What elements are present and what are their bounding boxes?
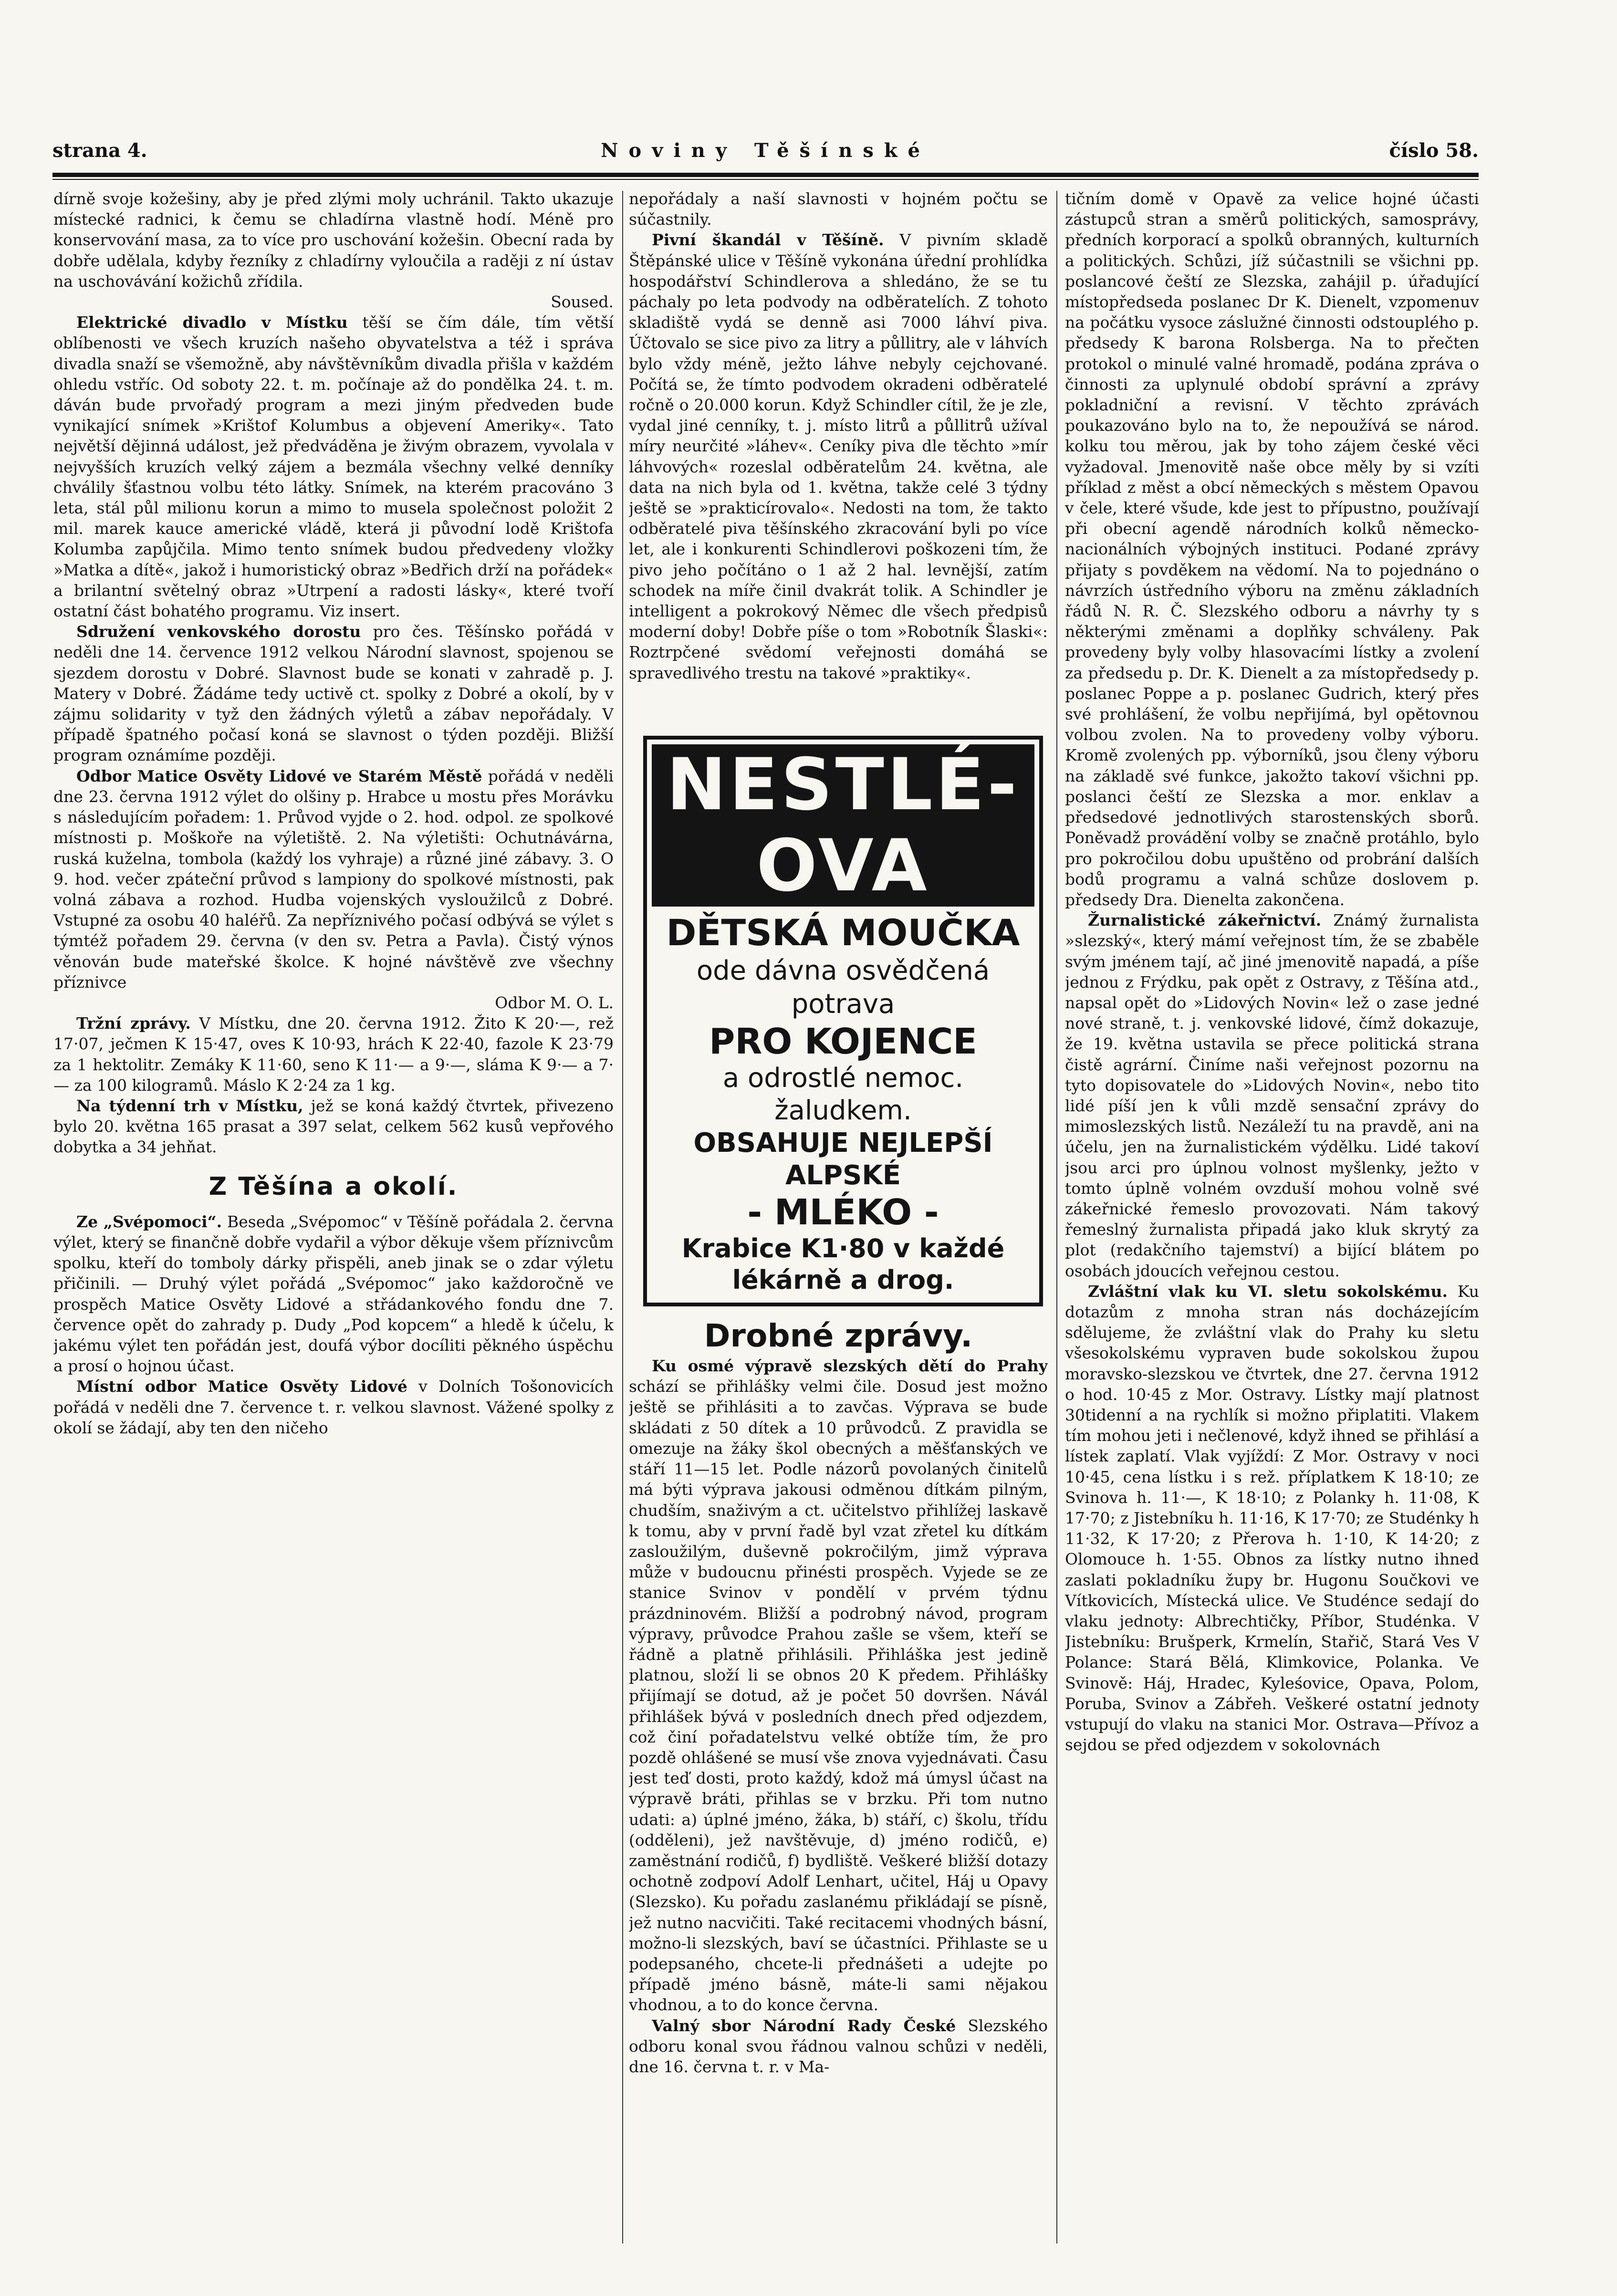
ad-brand: NESTLÉ-OVA	[652, 744, 1034, 907]
article-heading: Zvláštní vlak ku VI. sletu sokolskému.	[1088, 1282, 1448, 1301]
article-heading: Valný sbor Národní Rady České	[652, 2016, 956, 2035]
article	[629, 2015, 1048, 2077]
section-title: Z Těšína a okolí.	[209, 1172, 459, 1201]
issue-number: číslo 58.	[1389, 139, 1479, 162]
column-1	[53, 188, 614, 2235]
article-text: Slezského odboru konal svou řádnou valnou schůzi v neděli, dne 16. června t. r. v Ma-	[629, 2016, 1048, 2076]
header-rule	[52, 173, 1479, 177]
column-2	[629, 188, 1048, 2235]
article-heading: Ku osmé výpravě slezských dětí do Prahy	[652, 1357, 1048, 1376]
article-text: schází se přihlášky velmi čile. Dosud jest možno ještě se přihlásiti a to zavčas. Výprava se bude skládati z 50 dítek a 10 průvodců. Z pravidla se omezuje na žáky škol obecných a měšťanských ve stáří 11—15 let. Podle názorů povolaných činitelů má býti výprava jakousi odměnou dítkám pilným, chudším, snaživým a ct. učitelstvo přihlížej laskavě k tomu, aby v první řadě byl vzat zřetel ku dítkám zasloužilým, duševně pokročilým, jimž výprava může v budoucnu přinésti prospěch. Vyjede se ze stanice Svinov v pondělí v prvém týdnu prázdninovém. Bližší a podrobný návod, program výpravy, průvodce Prahou zašle se všem, kteří se řádně a platně přihlásili. Přihláška jest jedině platnou, složí li se obnos 20 K předem. Přihlášky přijímají se dotud, až je počet 50 dovršen. Návál přihlášek bývá v posledních dnech před odjezdem, což činí pořadatelstvu velké obtíže tím, že pro pozdě ohlášené se musí vše znova vyjednávati. Času jest teď dosti, proto každý, kdož má úmysl účast na výpravě bráti, přihlas se v brzku. Při tom nutno udati: a) úplné jméno, žáka, b) stáří, c) školu, třídu (odděleni), jež navštěvuje, d) jméno rodičů, e) zaměstnání rodičů, f) bydliště. Veškeré bližší dotazy ochotně zodpoví Adolf Lenhart, učitel, Háj u Opavy (Slezsko). Ku pořadu zaslanému přikládají se písně, jež nutno nacvičiti. Také recitacemi vhodných básní, možno-li slezských, baví se účastníci. Přihlaste se u podepsaného, chcete-li přednášeti a udejte po případě jméno básně, máte-li sami nějakou vhodnou, a to do konce června.	[629, 1377, 1048, 2014]
column-divider	[622, 191, 623, 2244]
column-3	[1065, 188, 1479, 2235]
article-text: V pivním skladě Štěpánské ulice v Těšíně vykonána úřední prohlídka hospodářství Schindlerova a shledáno, že se tu páchaly po leta podvody na odběratelích. Z tohoto skladiště vydá se denně asi 7000 láhví piva. Účtovalo se sice pivo za litry a půllitry, ale v láhvích bylo vždy méně, ježto láhve nebyly cejchované. Počítá se, že tímto podvodem okradeni odběratelé ročně o 20.000 korun. Když Schindler cítil, že je zle, vydal jiné cenníky, t. j. místo litrů a půllitrů užíval míry neurčité »láhev«. Ceníky piva dle těchto »mír láhvových« rozeslal odběratelům 24. května, ale data na nich byla od 1. května, takže celé 3 týdny ještě se »prakticírovalo«. Nedosti na tom, že takto odběratelé piva těšínského zkracování byli po více let, ale i konkurenti Schindlerovi poškozeni tím, že pivo jeho počítáno o 1 až 2 hal. levnější, zatím schodek na míře činil dvakrát tolik. A Schindler je intelligent a pokrokový Němec dle všech předpisů moderní doby! Dobře píše o tom »Robotník Šlaski«: Roztrpčené svědomí veřejnosti domáhá se spravedlivého trestu na takové »praktiky«.	[629, 230, 1048, 682]
article-heading: Odbor Matice Osvěty Lidové ve Starém Městě	[76, 766, 482, 785]
article-heading: Na týdenní trh v Místku,	[76, 1096, 303, 1115]
article	[53, 1211, 614, 1377]
header-rule-thin	[52, 179, 1479, 180]
article-text: Ku dotazům z mnoha stran nás docházejícím sdělujeme, že zvláštní vlak do Prahy ku sletu všesokolskému vypraven bude sokolskou župou moravsko-slezskou ve čtvrtek, dne 27. června 1912 o hod. 10·45 z Mor. Ostravy. Lístky mají platnost 30tidenní a na rychlík si možno připlatiti. Vlakem tím mohou jeti i nečlenové, když ihned se přihlásí a lístek zaplatí. Vlak vyjíždí: Z Mor. Ostravy v noci 10·45, cena lístku i s rež. příplatkem K 18·10; ze Svinova h. 11·—, K 18·10; z Polanky h. 11·08, K 17·70; z Jistebníku h. 11·16, K 17·70; ze Studénky h 11·32, K 17·20; z Přerova h. 1·10, K 14·20; z Olomouce h. 1·55. Obnos za lístky nutno ihned zaslati pokladníku župy br. Hugonu Součkovi ve Vítkovicích, Místecká ulice. Ve Studénce sedají do vlaku jednoty: Albrechtičky, Příbor, Studénka. V Jistebníku: Brušperk, Krmelín, Stařič, Stará Ves V Polance: Stará Bělá, Klimkovice, Polanka. Ve Svinově: Háj, Hradec, Kyleśovice, Opava, Polom, Poruba, Svinov a Zábřeh. Veškeré ostatní jednoty vstupují do vlaku na stanici Mor. Ostrava—Přívoz a sejdou se před odjezdem v sokolovnách	[1065, 1282, 1479, 1754]
article-text: Beseda „Svépomoc“ v Těšíně pořádala 2. června výlet, který se finančně dobře vydařil a výbor děkuje všem příznivcům spolku, kteří do tomboly dárky přispěli, aneb jinak se o zdar výletu přičinili. — Druhý výlet pořádá „Svépomoc“ jako každoročně ve prospěch Matice Osvěty Lidové a střádankového fondu dne 7. července opět do zahrady p. Dudy „Pod kopcem“ a hledě k účelu, k jakému výlet ten pořádán jest, doufá výbor docíliti pěkného úspěchu a prosí o hojnou účast.	[53, 1212, 614, 1376]
article-heading: Pivní škandál v Těšíně.	[652, 230, 884, 250]
article-signature: Odbor M. O. L.	[495, 993, 614, 1012]
article-text: Známý žurnalista »slezský«, který mámí veřejnost tím, že se zbaběle svým jménem tají, ač jiné jmenovitě napadá, a píše jednou z Frýdku, pak opět z Ostravy, z Těšína atd., napsal opět do »Lidových Novin« lež o zase jedné nové straně, t. j. venkovské lidové, čímž dokazuje, že 19. května ustavila se přece politická strana čistě agrární. Činíme naši veřejnost pozornu na tyto dopisovatele do »Lidových Novin«, nebo tito lidé píší jen k vůli mzdě sensační zprávy do mimoslezských listů. Nezáleží tu na pravdě, ani na účelu, jen na žurnalistickém výdělku. Lidé takoví jsou arci pro úplnou volnost myšlenky, ježto v tomto úplně volném ovzduší mohou volně své zákeřnické řemeslo provozovati. Nám takový řemeslný žurnalista připadá jako kluk skrytý za plot (redakčního tajemství) a bijící blátem po osobách jdoucích veřejnou cestou.	[1065, 911, 1479, 1280]
article	[629, 1356, 1048, 2015]
article	[1065, 1281, 1479, 1755]
article-heading: Tržní zprávy.	[76, 1014, 191, 1033]
section-title: Drobné zprávy.	[704, 1317, 973, 1354]
article	[629, 230, 1048, 683]
article-text: dírně svoje kožešiny, aby je před zlými moly uchránil. Takto ukazuje místecké radnici, k čemu se chladírna vlastně hodí. Méně pro konservování masa, za to více pro uschování kožešin. Obecní rada by dobře udělala, kdyby řezníky z chladírny vyloučila a raději z ní ústav na uschovávání kožichů zřídila.	[53, 189, 614, 291]
article	[53, 1096, 614, 1158]
article-heading: Ze „Svépomoci“.	[76, 1212, 222, 1231]
newspaper-title: Noviny Těšínské	[600, 139, 931, 162]
article-text: tičním domě v Opavě za velice hojné účasti zástupců stran a směrů politických, samosprávy, předních korporací a spolků obranných, kulturních a politických. Schůzi, jíž súčastnili se všichni pp. poslancové čeští ze Slezska, zahájil p. úřadující místopředseda poslanec Dr K. Dienelt, vzpomenuv na počátku vysoce záslužné činnosti odstouplého p. předsedy K barona Rolsberga. Na to přečten protokol o minulé valné hromadě, podána zpráva o činnosti za uplynulé období správní a zprávy pokladniční a revisní. V těchto zprávách poukazováno bylo na to, že nepoužívá se národ. kolku tou měrou, jak by toho zájem české věci vyžadoval. Jmenovitě naše obce měly by si vzíti příklad z měst a obcí německých s městem Opavou v čele, které všude, kde jest to přípustno, používají při obecní agendě národních kolků německo-nacionálních výbojných instituci. Podané zprávy přijaty s povděkem na vědomí. Na to pojednáno o návrzích ústředního výboru na změnu základních řádů N. R. Č. Slezského odboru a návrhy ty s některými změnami a doplňky schváleny. Pak provedeny byly volby hlasovacími lístky a zvolení za předsedu p. Dr. K. Dienelt a za místopředsedy p. poslanec Poppe a p. poslanec Gudrich, který přes své prohlášení, že volbu nepřijímá, byl opětovnou volbou zvolen. Na to provedeny volby výboru. Kromě zvolených pp. výborníků, jsou členy výboru na základě své funkce, jakožto takoví všichni pp. poslanci čeští ze Slezska a mor. enklav a předsedové jednotlivých starostenských sborů. Poněvadž provádění volby se značně protáhlo, bylo pro pokročilou dobu upuštěno od probrání dalších bodů programu a valná schůze doslovem p. předsedy Dra. Dienelta zakončena.	[1065, 189, 1479, 909]
article-text: nepořádaly a naší slavnosti v hojném počtu se súčastnily.	[629, 189, 1048, 229]
ad-line: PRO KOJENCE	[709, 1021, 977, 1062]
page-number: strana 4.	[52, 139, 147, 162]
article-heading: Místní odbor Matice Osvěty Lidové	[76, 1377, 407, 1396]
article	[53, 621, 614, 765]
article-heading: Žurnalistické zákeřnictví.	[1088, 911, 1322, 930]
article	[53, 312, 614, 621]
article-signature: Soused.	[551, 292, 614, 312]
article-text: v Dolních Tošonovicích pořádá v neděli dne 7. července t. r. velkou slavnost. Vážené spolky z okolí se žádají, aby ten den ničeho	[53, 1377, 614, 1437]
article-heading: Elektrické divadlo v Místku	[76, 313, 348, 332]
article-text: pořádá v neděli dne 23. června 1912 výlet do olšiny p. Hrabce u mostu přes Morávku s následujícím pořadem: 1. Průvod vyjde o 2. hod. odpol. ze spolkové místnosti p. Moškoře na výletiště. 2. Na výletišti: Ochutnávárna, ruská kuželna, tombola (každý los vyhraje) a různé jiné zábavy. 3. O 9. hod. večer zpáteční průvod s lampiony do spolkové místnosti, pak volná zábava a rozhod. Hudba vojenských vysloužilců z Dobré. Vstupné za osobu 40 haléřů. Za nepříznivého počasí odbývá se výlet s týmtéž pořadem 29. června (v den sv. Petra a Pavla). Čistý výnos věnován bude mateřské školce. K hojné návštěvě zve všechny příznivce	[53, 766, 614, 991]
ad-line: OBSAHUJE NEJLEPŠÍ ALPSKÉ	[693, 1127, 993, 1191]
ad-line: a odrostlé nemoc. žaludkem.	[722, 1062, 964, 1126]
article-text: jež se koná každý čtvrtek, přivezeno bylo 20. května 165 prasat a 397 selat, celkem 562 kusů vepřového dobytka a 34 jehňat.	[53, 1096, 614, 1157]
ad-line: DĚTSKÁ MOUČKA	[666, 911, 1020, 954]
nestle-advertisement	[643, 736, 1043, 1306]
column-divider	[1056, 191, 1057, 2244]
article	[53, 1376, 614, 1438]
article-text: V Místku, dne 20. června 1912. Žito K 20·—, rež 17·07, ječmen K 15·47, oves K 10·93, hrách K 22·40, fazole K 23·79 za 1 hektolitr. Zemáky K 11·60, seno K 11·— a 9·—, sláma K 9·— a 7·— za 100 kilogramů. Máslo K 2·24 za 1 kg.	[53, 1014, 614, 1095]
article-text: těší se čím dále, tím větší oblíbenosti ve všech kruzích našeho obyvatelstva a též i správa divadla snaží se všemožně, aby návštěvníkům divadla přišla v každém ohledu vstříc. Od soboty 22. t. m. počínaje až do pondělka 24. t. m. dáván bude prvořadý program a mezi jiným předveden bude vynikající snímek »Krištof Kolumbus a objevení Ameriky«. Tato největší dějinná událost, jež předváděna je živým obrazem, vyvolala v nejvyšších kruzích velký zájem a bezmála všechny velké denníky chválily šťastnou volbu této látky. Snímek, na kterém pracováno 3 leta, stál půl milionu korun a mimo to musela společnost položit 2 mil. marek kauce americké vládě, která ji původní lodě Krištofa Kolumba zapůjčila. Mimo tento snímek budou předvedeny vložky »Matka a dítě«, jakož i humoristický obraz »Bedřich drží na pořádek« a brilantní světelný obraz »Utrpení a radosti lásky«, které tvoří ostatní část bohatého programu. Viz insert.	[53, 313, 614, 621]
ad-line: - MLÉKO -	[747, 1191, 939, 1233]
article-text: pro čes. Těšínsko pořádá v neděli dne 14. července 1912 velkou Národní slavnost, spojenou se sjezdem dorostu v Dobré. Slavnost bude se konati v zahradě p. J. Matery v Dobré. Žádáme tedy uctivě ct. spolky z Dobré a okolí, by v zájmu solidarity v tyž den žádných výletů a zábav nepořádaly. V případě špatného počasí koná se slavnost o týden později. Bližší program oznámíme později.	[53, 622, 614, 765]
page-header	[52, 139, 1479, 174]
ad-line: Krabice K1·80 v každé lékárně a drog.	[681, 1233, 1005, 1295]
article	[53, 766, 614, 992]
article	[1065, 910, 1479, 1281]
article-heading: Sdružení venkovského dorostu	[76, 622, 361, 641]
article	[53, 1013, 614, 1096]
ad-line: ode dávna osvědčená potrava	[696, 955, 990, 1020]
